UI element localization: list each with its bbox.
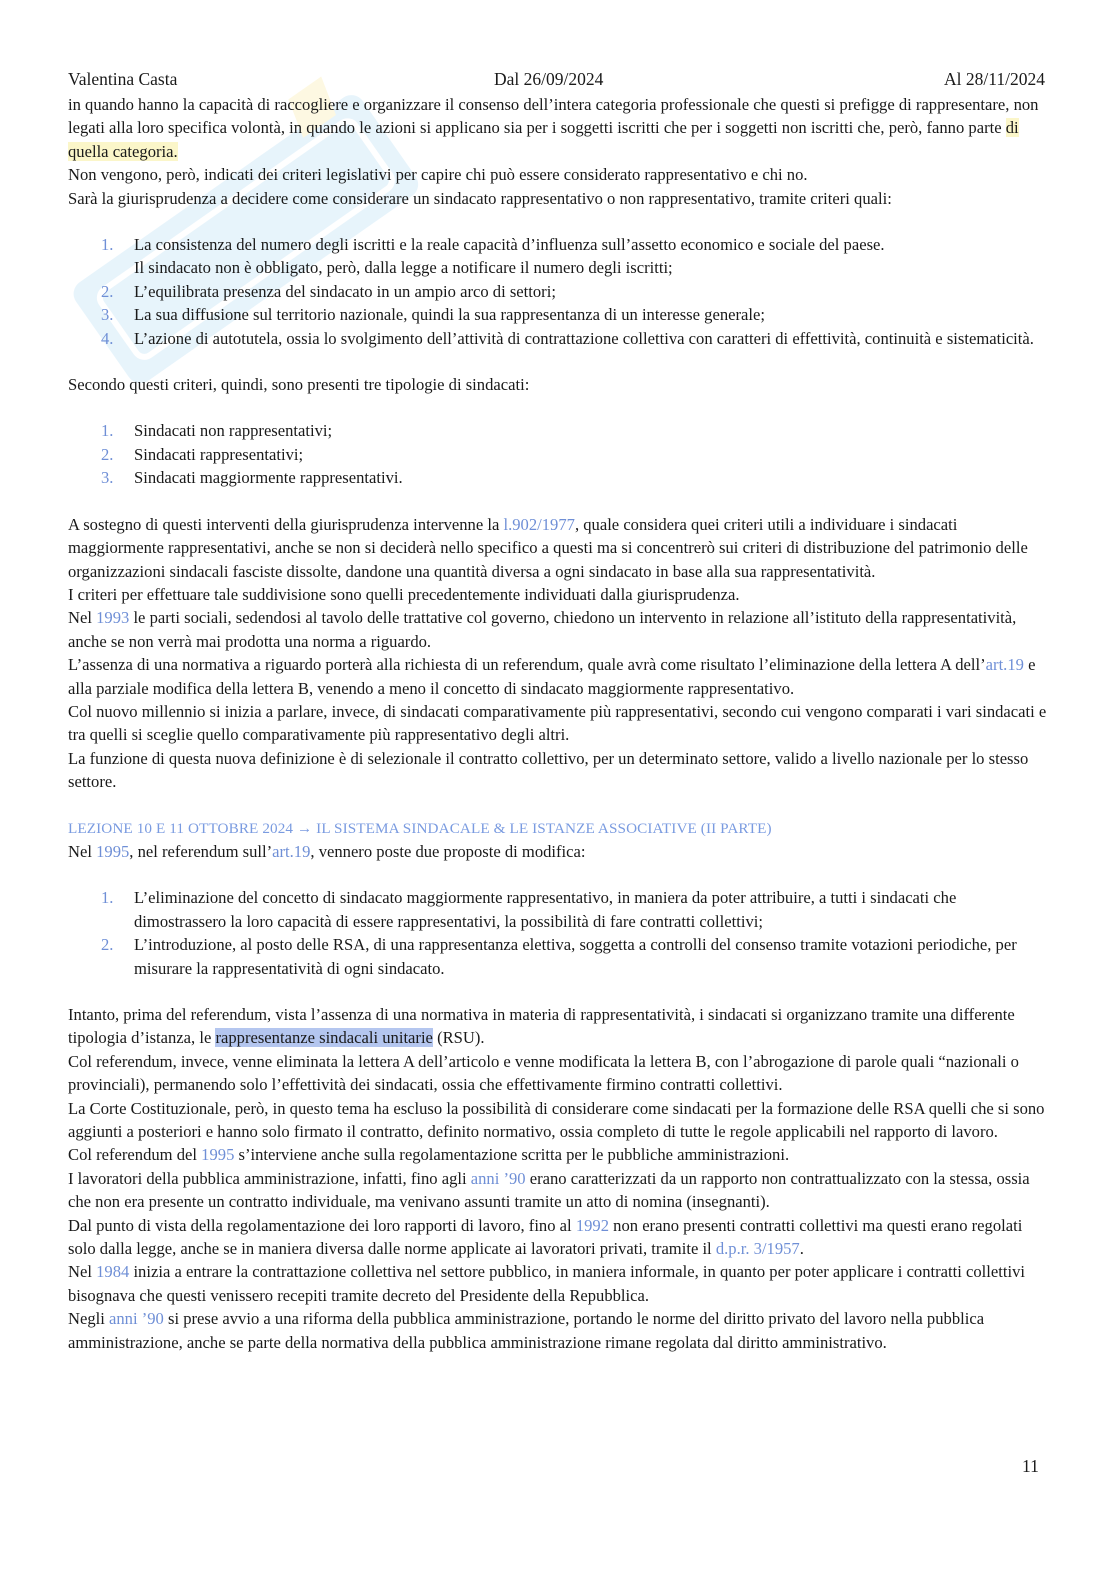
paragraph: La Corte Costituzionale, però, in questo tema ha escluso la possibilità di considerare come sindacati per la formazione delle RSA quelli che si sono aggiunti a posteriori e hanno solo firmato il contratto, definito normativo, ossia completo di tutte le regole applicabili nel rapporto di lavoro.: [68, 1098, 1045, 1142]
list-item: 1. L’eliminazione del concetto di sindacato maggiormente rappresentativo, in maniera da poter attribuire, a tutti i sindacati che dimostrassero la loro capacità di essere rappresentativi, la possibilità di fare contratti collettivi;: [101, 888, 957, 931]
list-item: 2. L’equilibrata presenza del sindacato in un ampio arco di settori;: [101, 281, 556, 301]
paragraph: I criteri per effettuare tale suddivisione sono quelli precedentemente individuati dalla giurisprudenza.: [68, 584, 740, 604]
paragraph: Dal punto di vista della regolamentazione dei loro rapporti di lavoro, fino al 1992 non erano presenti contratti collettivi ma questi erano regolati solo dalla legge, anche se in maniera diversa dalle norme applicate ai lavoratori privati, tramite il d.p.r. 3/1957.: [68, 1215, 1023, 1259]
header-date-from: Dal 26/09/2024: [494, 69, 604, 89]
criteria-list: [68, 233, 1048, 350]
list-item: 4. L’azione di autotutela, ossia lo svolgimento dell’attività di contrattazione collettiva con caratteri di effettività, continuità e sistematicità.: [101, 328, 1034, 348]
list-item: 2. L’introduzione, al posto delle RSA, di una rappresentanza elettiva, soggetta a controlli del consenso tramite votazioni periodiche, per misurare la rappresentatività di ogni sindacato.: [101, 935, 1017, 978]
paragraph: Nel 1993 le parti sociali, sedendosi al tavolo delle trattative col governo, chiedono un intervento in relazione all’istituto della rappresentatività, anche se non verrà mai prodotta una norma a riguardo.: [68, 608, 1017, 651]
paragraph: L’assenza di una normativa a riguardo porterà alla richiesta di un referendum, quale avrà come risultato l’eliminazione della lettera A dell’art.19 e alla parziale modifica della lettera B, venendo a meno il concetto di sindacato maggiormente rappresentativo.: [68, 655, 1036, 698]
section-heading: LEZIONE 10 E 11 OTTOBRE 2024 → IL SISTEMA SINDACALE & LE ISTANZE ASSOCIATIVE (II PARTE): [68, 819, 772, 837]
paragraph: Col referendum del 1995 s’interviene anche sulla regolamentazione scritta per le pubbliche amministrazioni.: [68, 1145, 790, 1165]
list-item: 2. Sindacati rappresentativi;: [101, 444, 304, 464]
law-reference: l.902/1977: [503, 514, 575, 534]
paragraph: I lavoratori della pubblica amministrazione, infatti, fino agli anni ’90 erano caratterizzati da un rapporto non contrattualizzato con la stessa, ossia che non era presente un contratto individuale, ma venivano assunti tramite un atto di nomina (insegnanti).: [68, 1168, 1030, 1212]
header-author: Valentina Casta: [68, 69, 178, 89]
list-item: 1. La consistenza del numero degli iscritti e la reale capacità d’influenza sull’assetto economico e sociale del paese. Il sindacato non è obbligato, però, dalla legge a notificare il numero degli iscritti;: [101, 235, 885, 278]
paragraph: Nel 1995, nel referendum sull’art.19, vennero poste due proposte di modifica:: [68, 841, 586, 861]
paragraph: La funzione di questa nuova definizione è di selezionale il contratto collettivo, per un determinato settore, valido a livello nazionale per lo stesso settore.: [68, 748, 1029, 792]
paragraph: Intanto, prima del referendum, vista l’assenza di una normativa in materia di rappresentatività, i sindacati si organizzano tramite una differente tipologia d’istanza, le rappresentanze sindacali unitarie (RSU).: [68, 1005, 1015, 1048]
paragraph: Negli anni ’90 si prese avvio a una riforma della pubblica amministrazione, portando le norme del diritto privato del lavoro nella pubblica amministrazione, anche se parte della normativa della pubblica amministrazione rimane regolata dal diritto amministrativo.: [68, 1309, 985, 1352]
page-header: [68, 68, 1045, 92]
proposals-list: [68, 886, 1048, 980]
list-item: 1. Sindacati non rappresentativi;: [101, 421, 333, 441]
page-number: 11: [1022, 1456, 1039, 1476]
law-reference: d.p.r. 3/1957: [715, 1239, 800, 1259]
paragraph: Col referendum, invece, venne eliminata la lettera A dell’articolo e venne modificata la lettera B, con l’abrogazione di parole quali “nazionali o provinciali), permanendo solo l’effettività dei sindacati, ossia che effettivamente firmino contratti collettivi.: [68, 1051, 1019, 1095]
paragraph: Col nuovo millennio si inizia a parlare, invece, di sindacati comparativamente più rappresentativi, secondo cui vengono comparati i vari sindacati e tra quelli si sceglie quello comparativamente più rappresentativo degli altri.: [68, 701, 1047, 745]
article-reference: art.19: [985, 655, 1024, 675]
article-reference: art.19: [272, 841, 311, 861]
paragraph: Sarà la giurisprudenza a decidere come considerare un sindacato rappresentativo o non rappresentativo, tramite criteri quali:: [68, 188, 892, 208]
paragraph: in quando hanno la capacità di raccogliere e organizzare il consenso dell’intera categoria professionale che questi si prefigge di rappresentare, non legati alla loro specifica volontà, in quando le azioni si applicano sia per i soggetti iscritti che per i soggetti non iscritti che, però, fanno parte di quella categoria.: [68, 95, 1039, 161]
union-types-list: [68, 419, 1048, 489]
paragraph: Secondo questi criteri, quindi, sono presenti tre tipologie di sindacati:: [68, 375, 530, 395]
document-body: [68, 93, 1048, 1354]
paragraph: Non vengono, però, indicati dei criteri legislativi per capire chi può essere considerato rappresentativo e chi no.: [68, 165, 808, 185]
list-item: 3. Sindacati maggiormente rappresentativi.: [101, 468, 403, 488]
highlighted-term: rappresentanze sindacali unitarie: [215, 1028, 433, 1048]
paragraph: Nel 1984 inizia a entrare la contrattazione collettiva nel settore pubblico, in maniera informale, in quanto per poter applicare i contratti collettivi bisognava che questi venissero recepiti tramite decreto del Presidente della Repubblica.: [68, 1262, 1025, 1305]
list-item: 3. La sua diffusione sul territorio nazionale, quindi la sua rappresentanza di un interesse generale;: [101, 305, 765, 325]
paragraph: A sostegno di questi interventi della giurisprudenza intervenne la l.902/1977, quale considera quei criteri utili a individuare i sindacati maggiormente rappresentativi, anche se non si deciderà nello specifico a questi ma si concentrerò sui criteri di distribuzione del patrimonio delle organizzazioni sindacali fasciste dissolte, dandone una quantità diversa a ogni sindacato in base alla sua rappresentatività.: [68, 514, 1028, 581]
header-date-to: Al 28/11/2024: [944, 69, 1045, 89]
